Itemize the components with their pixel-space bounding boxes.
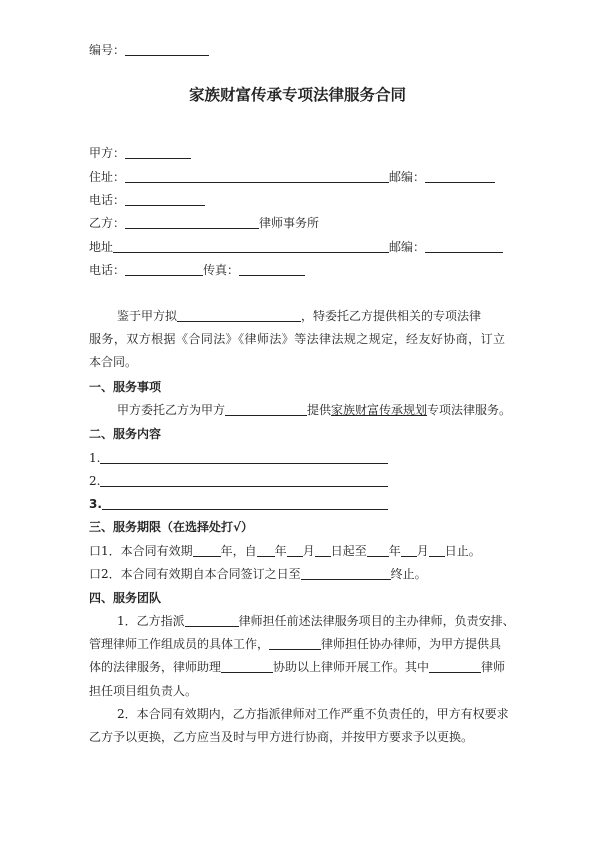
project-head-blank[interactable] (429, 660, 481, 673)
term-text: 1．本合同有效期 (101, 544, 193, 558)
preamble-purpose-blank[interactable] (177, 309, 301, 322)
party-a-label: 甲方： (89, 146, 126, 160)
content-item-3-blank[interactable] (102, 497, 388, 510)
postcode-b-blank[interactable] (425, 240, 503, 253)
party-b-line (89, 216, 319, 230)
section-4-heading: 四、服务团队 (89, 591, 162, 605)
preamble-line-3: 本合同。 (89, 355, 138, 369)
section-1-text-b: 提供 (307, 403, 332, 417)
start-year-blank[interactable] (257, 544, 275, 557)
phone-a-label: 电话： (89, 193, 126, 207)
preamble-text: ，特委托乙方提供相关的专项法律 (301, 309, 482, 323)
content-item-2 (89, 474, 388, 488)
section-1-heading: 一、服务事项 (89, 380, 162, 394)
contract-number-label: 编号： (89, 43, 126, 57)
term-years-blank[interactable] (193, 544, 221, 557)
address-b-label: 地址 (89, 240, 114, 254)
term-text: 日起至 (330, 544, 367, 558)
preamble-line-2: 服务，双方根据《合同法》《律师法》等法律法规之规定，经友好协商，订立 (89, 332, 505, 346)
address-b-blank[interactable] (113, 240, 389, 253)
assistant-blank[interactable] (221, 660, 273, 673)
contract-number-blank[interactable] (125, 43, 209, 56)
end-day-blank[interactable] (429, 544, 445, 557)
content-item-3 (89, 497, 388, 511)
term-text: 终止。 (390, 567, 427, 581)
term-text: 日止。 (444, 544, 481, 558)
team-text: 律师 (481, 660, 506, 674)
section-1-text-c: 专项法律服务。 (427, 403, 512, 417)
team-text: 1．乙方指派 (117, 614, 185, 628)
team-text: 管理律师工作组成员的具体工作， (89, 637, 270, 651)
contract-number-line (89, 43, 209, 57)
service-target-blank[interactable] (225, 403, 307, 416)
phone-b-blank[interactable] (125, 263, 203, 276)
assisting-lawyer-blank[interactable] (269, 637, 321, 650)
content-item-2-blank[interactable] (100, 474, 388, 487)
team-text: 律师担任前述法律服务项目的主办律师，负责安排、 (238, 614, 515, 628)
content-item-number: 2. (89, 474, 101, 488)
party-b-blank[interactable] (125, 216, 259, 229)
term-text: 月 (416, 544, 429, 558)
party-b-label: 乙方： (89, 216, 126, 230)
postcode-a-blank[interactable] (425, 170, 495, 183)
phone-b-label: 电话： (89, 263, 126, 277)
team-text: 协助以上律师开展工作。其中 (273, 660, 430, 674)
phone-a-blank[interactable] (125, 193, 205, 206)
term-end-event-blank[interactable] (301, 567, 391, 580)
team-para-1-line-3 (89, 660, 505, 674)
address-a-blank[interactable] (125, 170, 389, 183)
preamble-text: 鉴于甲方拟 (117, 309, 178, 323)
start-day-blank[interactable] (315, 544, 331, 557)
preamble-line-1 (117, 309, 481, 323)
team-text: 律师担任协办律师，为甲方提供具 (321, 637, 502, 651)
end-year-blank[interactable] (367, 544, 389, 557)
section-1-text-a: 甲方委托乙方为甲方 (117, 403, 226, 417)
term-text: 2．本合同有效期自本合同签订之日至 (101, 567, 301, 581)
checkbox-icon[interactable]: 口 (89, 544, 102, 558)
team-para-1-line-1 (117, 614, 515, 628)
fax-blank[interactable] (239, 263, 305, 276)
content-item-1-blank[interactable] (100, 451, 388, 464)
address-b-line (89, 240, 503, 254)
term-text: 年，自 (220, 544, 257, 558)
section-3-heading: 三、服务期限（在选择处打√） (89, 520, 254, 534)
team-para-1-line-2 (89, 637, 501, 651)
address-a-line (89, 170, 495, 184)
phone-a-line (89, 193, 205, 207)
end-month-blank[interactable] (401, 544, 417, 557)
content-item-number: 3. (89, 497, 102, 511)
party-b-suffix: 律师事务所 (259, 216, 320, 230)
checkbox-icon[interactable]: 口 (89, 567, 102, 581)
lead-lawyer-blank[interactable] (185, 614, 239, 627)
term-option-2 (89, 567, 427, 581)
section-2-heading: 二、服务内容 (89, 427, 162, 441)
term-option-1 (89, 544, 481, 558)
team-para-2-line-2: 乙方予以更换，乙方应当及时与甲方进行协商，并按甲方要求予以更换。 (89, 730, 474, 744)
postcode-b-label: 邮编： (389, 240, 426, 254)
page-title: 家族财富传承专项法律服务合同 (188, 86, 406, 104)
start-month-blank[interactable] (287, 544, 303, 557)
postcode-a-label: 邮编： (389, 170, 426, 184)
party-a-line (89, 146, 191, 160)
service-scope-underlined: 家族财富传承规划 (331, 403, 428, 417)
content-item-number: 1. (89, 451, 101, 465)
party-a-blank[interactable] (125, 146, 191, 159)
team-para-1-line-4: 担任项目组负责人。 (89, 684, 198, 698)
address-a-label: 住址： (89, 170, 126, 184)
phone-b-line (89, 263, 305, 277)
content-item-1 (89, 451, 388, 465)
term-text: 年 (388, 544, 401, 558)
team-para-2-line-1: 2．本合同有效期内，乙方指派律师对工作严重不负责任的，甲方有权要求 (117, 707, 509, 721)
team-text: 体的法律服务，律师助理 (89, 660, 222, 674)
term-text: 月 (302, 544, 315, 558)
fax-label: 传真： (203, 263, 240, 277)
section-1-text (117, 403, 511, 417)
term-text: 年 (274, 544, 287, 558)
